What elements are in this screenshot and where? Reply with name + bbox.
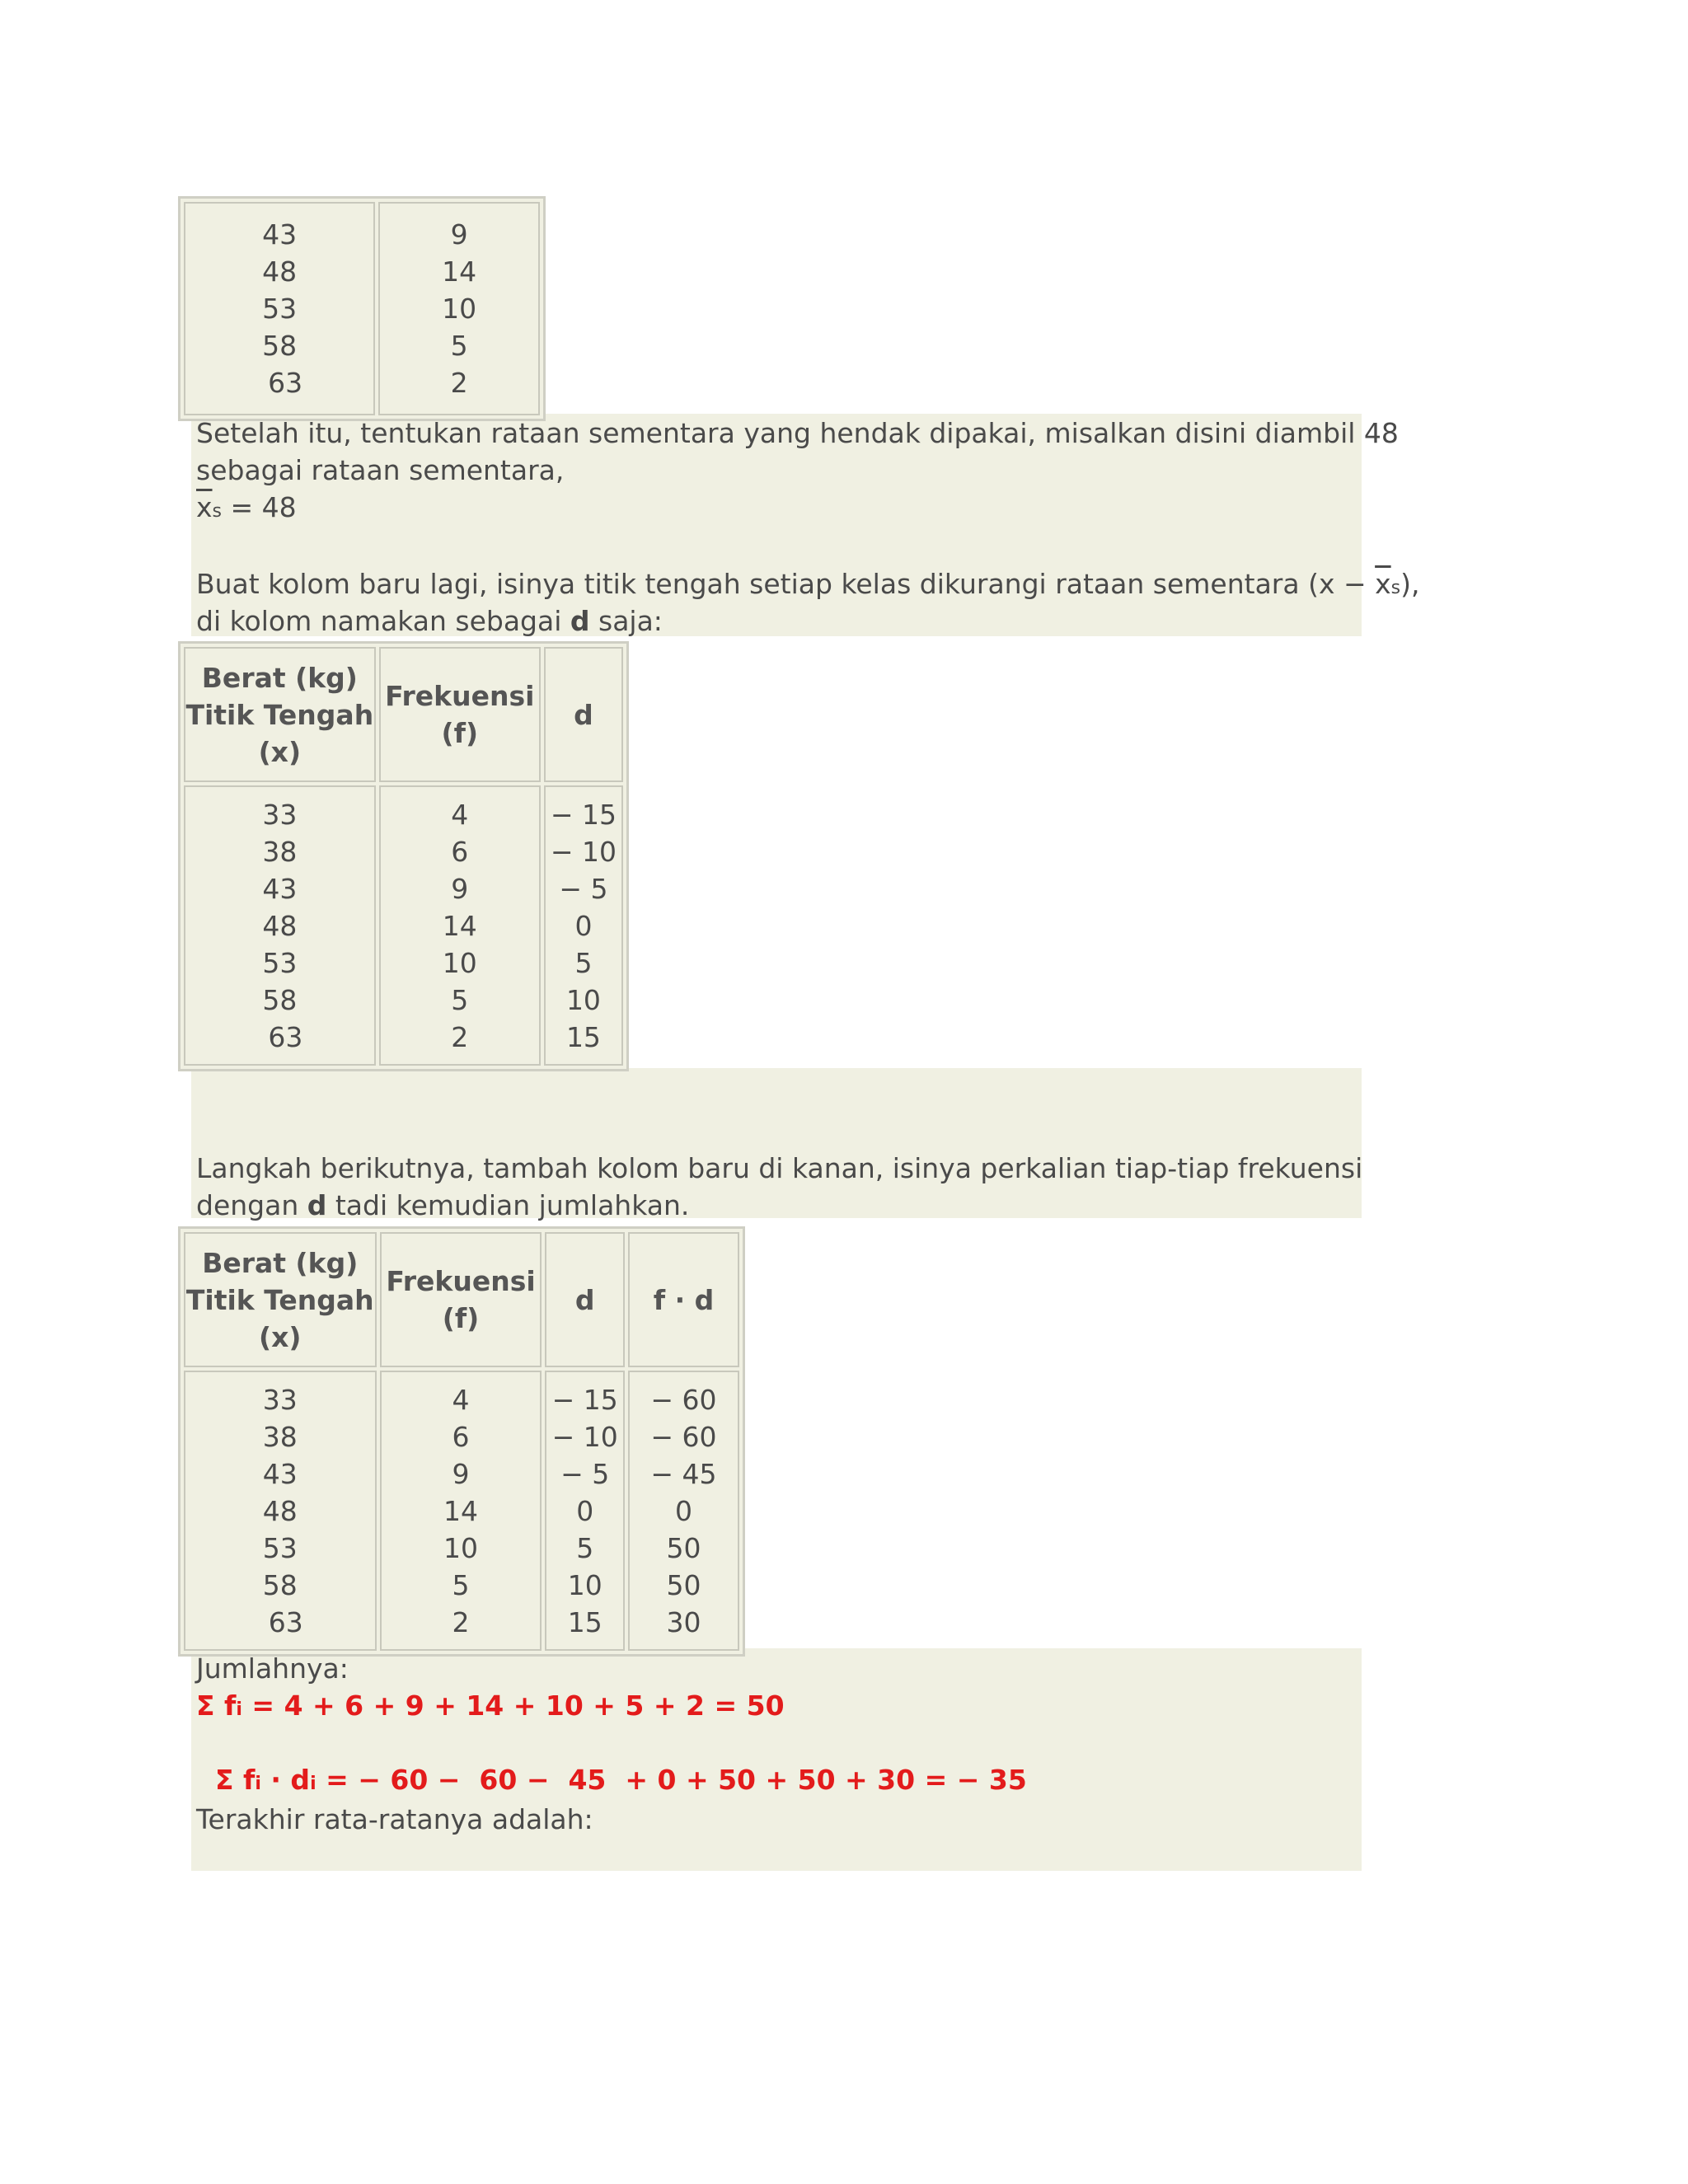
cell-x: 63 — [268, 1605, 303, 1638]
cell-x: 48 — [262, 255, 298, 288]
cell-d: 0 — [574, 909, 593, 942]
cell-x: 53 — [262, 946, 298, 979]
cell-f: 14 — [442, 909, 477, 942]
cell-x: 53 — [262, 1531, 298, 1564]
cell-x: 48 — [262, 1494, 298, 1527]
header-fd: f · d — [628, 1232, 739, 1367]
cell-d: 15 — [567, 1605, 603, 1638]
header-d: d — [544, 647, 623, 782]
cell-fd: − 60 — [650, 1383, 717, 1416]
cell-x: 63 — [268, 367, 303, 399]
col-d-values — [544, 785, 623, 1066]
para1-line1: Setelah itu, tentukan rataan sementara yang hendak dipakai, misalkan disini diambil 48 — [196, 417, 1399, 449]
cell-f: 9 — [452, 1457, 470, 1490]
header-d: d — [545, 1232, 624, 1367]
col-f-values — [379, 785, 541, 1066]
cell-d: − 5 — [559, 872, 608, 905]
para3-line1: Langkah berikutnya, tambah kolom baru di kanan, isinya perkalian tiap-tiap frekuensi — [196, 1152, 1363, 1184]
cell-d: 10 — [567, 1568, 603, 1601]
header-f: Frekuensi (f) — [379, 647, 541, 782]
col-x-values — [184, 202, 375, 415]
xs-value: = 48 — [222, 491, 297, 523]
cell-x: 38 — [262, 1420, 298, 1453]
cell-fd: 50 — [666, 1531, 701, 1564]
cell-d: 10 — [565, 983, 601, 1016]
para3-line2: dengan d tadi kemudian jumlahkan. — [196, 1189, 690, 1221]
cell-f: 2 — [451, 1020, 469, 1053]
cell-d: − 15 — [551, 1383, 618, 1416]
cell-f: 10 — [442, 946, 477, 979]
cell-d: − 15 — [550, 798, 617, 831]
header-x: Berat (kg) Titik Tengah (x) — [184, 647, 376, 782]
para2-line1: Buat kolom baru lagi, isinya titik tengah setiap kelas dikurangi rataan sementara $(x - \overline{x}s)$, — [196, 568, 1420, 600]
cell-x: 53 — [262, 293, 298, 325]
final-text: Terakhir rata-ratanya adalah: — [196, 1803, 593, 1835]
col-fd-values — [628, 1371, 739, 1651]
col-x-values — [184, 1371, 377, 1651]
cell-f: 14 — [443, 1494, 478, 1527]
xs-subscript: s — [212, 501, 222, 522]
cell-f: 2 — [452, 1605, 470, 1638]
col-x-values — [184, 785, 376, 1066]
col-f-values — [378, 202, 540, 415]
cell-x: 58 — [262, 983, 298, 1016]
cell-f: 5 — [450, 330, 468, 362]
header-f: Frekuensi (f) — [380, 1232, 542, 1367]
cell-x: 38 — [262, 835, 298, 868]
cell-x: 33 — [262, 1383, 298, 1416]
table-d — [178, 641, 629, 1071]
sum-fd-formula: Σ fi · di = − 60 − 60 − 45 + 0 + 50 + 50 + 30 = − 35 — [214, 1764, 1027, 1796]
cell-x: 48 — [262, 909, 298, 942]
para1-line2: sebagai rataan sementara, — [196, 454, 565, 486]
cell-x: 43 — [262, 872, 298, 905]
cell-f: 14 — [442, 255, 477, 288]
cell-f: 9 — [450, 218, 468, 251]
cell-f: 10 — [443, 1531, 478, 1564]
cell-d: 5 — [574, 946, 593, 979]
cell-d: 15 — [565, 1020, 601, 1053]
para2-line2: di kolom namakan sebagai d saja: — [196, 605, 663, 637]
cell-fd: − 60 — [650, 1420, 717, 1453]
cell-f: 4 — [451, 798, 469, 831]
cell-f: 9 — [451, 872, 469, 905]
cell-d: − 5 — [560, 1457, 610, 1490]
header-x: Berat (kg) Titik Tengah (x) — [184, 1232, 377, 1367]
summary-label: Jumlahnya: — [196, 1652, 349, 1685]
cell-x: 43 — [262, 218, 298, 251]
cell-x: 58 — [262, 330, 298, 362]
cell-x: 63 — [268, 1020, 303, 1053]
sum-f-formula: Σ fi = 4 + 6 + 9 + 14 + 10 + 5 + 2 = 50 — [196, 1690, 785, 1722]
cell-d: − 10 — [551, 1420, 618, 1453]
cell-f: 6 — [451, 835, 469, 868]
cell-fd: 50 — [666, 1568, 701, 1601]
table-continued — [178, 196, 546, 421]
cell-x: 58 — [262, 1568, 298, 1601]
cell-fd: 30 — [666, 1605, 701, 1638]
xs-symbol: $\overline{x}$ — [196, 491, 213, 523]
xs-definition — [196, 489, 297, 530]
col-f-values — [380, 1371, 542, 1651]
cell-f: 5 — [452, 1568, 470, 1601]
cell-fd: 0 — [674, 1494, 692, 1527]
cell-d: 0 — [576, 1494, 594, 1527]
cell-fd: − 45 — [650, 1457, 717, 1490]
cell-f: 4 — [452, 1383, 470, 1416]
cell-x: 43 — [262, 1457, 298, 1490]
cell-d: − 10 — [550, 835, 617, 868]
cell-x: 33 — [262, 798, 298, 831]
cell-f: 6 — [452, 1420, 470, 1453]
col-d-values — [545, 1371, 624, 1651]
cell-d: 5 — [576, 1531, 594, 1564]
cell-f: 2 — [450, 367, 468, 399]
table-fd — [178, 1226, 745, 1657]
cell-f: 5 — [451, 983, 469, 1016]
cell-f: 10 — [442, 293, 477, 325]
